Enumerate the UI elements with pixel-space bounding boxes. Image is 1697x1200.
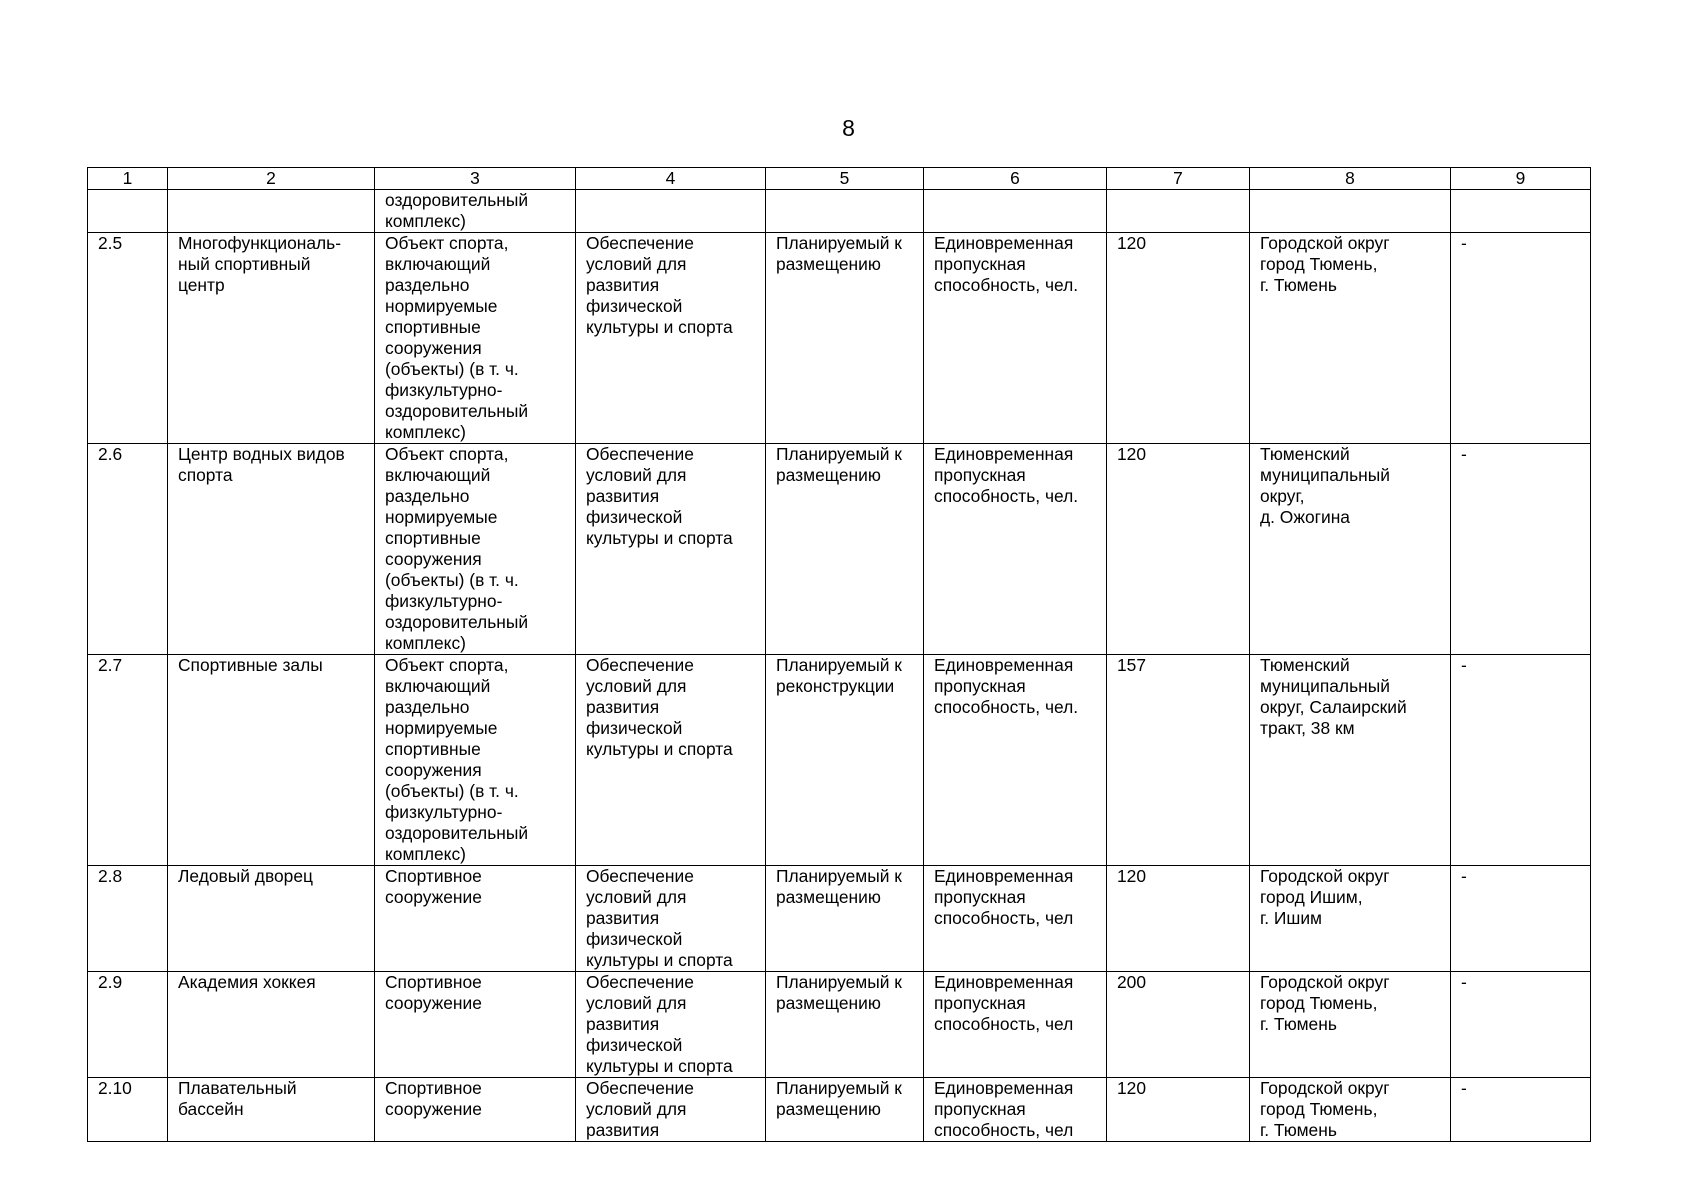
cell-characteristic — [924, 866, 1107, 972]
cell-characteristic — [924, 1078, 1107, 1142]
cell-purpose — [576, 866, 766, 972]
cell-characteristic — [924, 444, 1107, 655]
cell-text: Объект спорта, включающий раздельно нормируемые спортивные сооружения (объекты) (в т. ч. физкультурно- оздоровительный комплекс) — [385, 444, 529, 653]
cell-characteristic — [924, 233, 1107, 444]
cell-status — [766, 444, 924, 655]
cell-location — [1250, 655, 1451, 866]
cell-text: 2.10 — [98, 1078, 132, 1098]
column-header: 1 — [88, 168, 168, 190]
table-row — [88, 190, 1591, 233]
column-header: 2 — [168, 168, 375, 190]
cell-characteristic — [924, 190, 1107, 233]
cell-name — [168, 233, 375, 444]
cell-status — [766, 1078, 924, 1142]
cell-text: Планируемый к размещению — [776, 866, 902, 907]
cell-text: Планируемый к размещению — [776, 233, 902, 274]
cell-text: Городской округ город Тюмень, г. Тюмень — [1260, 1078, 1390, 1140]
cell-name — [168, 444, 375, 655]
cell-text: 2.7 — [98, 655, 123, 675]
cell-text: 2.6 — [98, 444, 123, 464]
cell-value — [1107, 655, 1250, 866]
cell-status — [766, 972, 924, 1078]
header-row — [88, 168, 1591, 190]
cell-text: 120 — [1117, 1078, 1147, 1098]
cell-location — [1250, 190, 1451, 233]
cell-zone — [1451, 972, 1591, 1078]
cell-zone — [1451, 866, 1591, 972]
cell-text: Спортивное сооружение — [385, 1078, 482, 1119]
cell-text: 2.5 — [98, 233, 123, 253]
cell-text: Спортивное сооружение — [385, 972, 482, 1013]
table-row — [88, 1078, 1591, 1142]
cell-text: Единовременная пропускная способность, чел — [934, 866, 1074, 928]
cell-purpose — [576, 190, 766, 233]
cell-text: 120 — [1117, 233, 1147, 253]
cell-text: 2.9 — [98, 972, 123, 992]
cell-text: Объект спорта, включающий раздельно нормируемые спортивные сооружения (объекты) (в т. ч. физкультурно- оздоровительный комплекс) — [385, 655, 529, 864]
cell-number — [88, 655, 168, 866]
table-row — [88, 655, 1591, 866]
cell-zone — [1451, 655, 1591, 866]
cell-text: Обеспечение условий для развития физической культуры и спорта — [586, 972, 733, 1076]
cell-text: Обеспечение условий для развития физической культуры и спорта — [586, 444, 733, 548]
cell-location — [1250, 233, 1451, 444]
cell-status — [766, 655, 924, 866]
cell-text: Единовременная пропускная способность, чел. — [934, 444, 1079, 506]
cell-text: Обеспечение условий для развития — [586, 1078, 694, 1140]
column-header: 6 — [924, 168, 1107, 190]
cell-name — [168, 1078, 375, 1142]
table-row — [88, 233, 1591, 444]
cell-text: - — [1461, 444, 1467, 464]
cell-text: Спортивные залы — [178, 655, 323, 675]
cell-text: Плавательный бассейн — [178, 1078, 297, 1119]
cell-number — [88, 866, 168, 972]
cell-text: - — [1461, 972, 1467, 992]
cell-text: Обеспечение условий для развития физической культуры и спорта — [586, 866, 733, 970]
cell-text: Городской округ город Ишим, г. Ишим — [1260, 866, 1390, 928]
cell-text: 157 — [1117, 655, 1147, 675]
page-number: 8 — [842, 115, 855, 141]
cell-number — [88, 444, 168, 655]
cell-number — [88, 233, 168, 444]
cell-location — [1250, 972, 1451, 1078]
cell-number — [88, 190, 168, 233]
cell-location — [1250, 866, 1451, 972]
cell-value — [1107, 233, 1250, 444]
cell-text: - — [1461, 655, 1467, 675]
cell-name — [168, 655, 375, 866]
cell-text: Городской округ город Тюмень, г. Тюмень — [1260, 233, 1390, 295]
cell-text: - — [1461, 233, 1467, 253]
cell-text: Спортивное сооружение — [385, 866, 482, 907]
cell-text: Обеспечение условий для развития физической культуры и спорта — [586, 233, 733, 337]
cell-text: Единовременная пропускная способность, чел — [934, 1078, 1074, 1140]
cell-text: оздоровительный комплекс) — [385, 190, 529, 231]
cell-text: Тюменский муниципальный округ, д. Ожогина — [1260, 444, 1390, 527]
cell-value — [1107, 866, 1250, 972]
table-row — [88, 972, 1591, 1078]
cell-text: - — [1461, 1078, 1467, 1098]
cell-type — [375, 233, 576, 444]
cell-text: 2.8 — [98, 866, 123, 886]
column-header: 5 — [766, 168, 924, 190]
table-row — [88, 866, 1591, 972]
cell-type — [375, 866, 576, 972]
cell-type — [375, 1078, 576, 1142]
cell-type — [375, 444, 576, 655]
cell-type — [375, 972, 576, 1078]
cell-location — [1250, 444, 1451, 655]
cell-text: Академия хоккея — [178, 972, 316, 992]
cell-value — [1107, 190, 1250, 233]
cell-value — [1107, 972, 1250, 1078]
cell-name — [168, 866, 375, 972]
column-header: 8 — [1250, 168, 1451, 190]
cell-zone — [1451, 190, 1591, 233]
cell-status — [766, 190, 924, 233]
cell-zone — [1451, 444, 1591, 655]
cell-zone — [1451, 233, 1591, 444]
cell-text: Единовременная пропускная способность, чел. — [934, 655, 1079, 717]
column-header: 9 — [1451, 168, 1591, 190]
cell-text: 120 — [1117, 866, 1147, 886]
cell-purpose — [576, 655, 766, 866]
cell-status — [766, 866, 924, 972]
column-header: 7 — [1107, 168, 1250, 190]
cell-purpose — [576, 233, 766, 444]
cell-name — [168, 190, 375, 233]
table-row — [88, 444, 1591, 655]
cell-type — [375, 655, 576, 866]
cell-text: 200 — [1117, 972, 1147, 992]
cell-number — [88, 972, 168, 1078]
cell-purpose — [576, 444, 766, 655]
cell-text: Планируемый к размещению — [776, 444, 902, 485]
cell-text: Объект спорта, включающий раздельно нормируемые спортивные сооружения (объекты) (в т. ч. физкультурно- оздоровительный комплекс) — [385, 233, 529, 442]
cell-text: Городской округ город Тюмень, г. Тюмень — [1260, 972, 1390, 1034]
cell-text: Единовременная пропускная способность, чел. — [934, 233, 1079, 295]
cell-characteristic — [924, 972, 1107, 1078]
cell-purpose — [576, 1078, 766, 1142]
cell-location — [1250, 1078, 1451, 1142]
cell-text: Обеспечение условий для развития физической культуры и спорта — [586, 655, 733, 759]
cell-text: - — [1461, 866, 1467, 886]
cell-purpose — [576, 972, 766, 1078]
cell-text: Многофункциональ- ный спортивный центр — [178, 233, 342, 295]
cell-zone — [1451, 1078, 1591, 1142]
cell-number — [88, 1078, 168, 1142]
cell-text: Единовременная пропускная способность, чел — [934, 972, 1074, 1034]
cell-text: 120 — [1117, 444, 1147, 464]
cell-text: Ледовый дворец — [178, 866, 313, 886]
column-header: 4 — [576, 168, 766, 190]
cell-text: Планируемый к реконструкции — [776, 655, 902, 696]
objects-table — [87, 167, 1591, 1142]
column-header: 3 — [375, 168, 576, 190]
cell-value — [1107, 444, 1250, 655]
cell-type — [375, 190, 576, 233]
cell-name — [168, 972, 375, 1078]
cell-characteristic — [924, 655, 1107, 866]
cell-text: Планируемый к размещению — [776, 972, 902, 1013]
cell-status — [766, 233, 924, 444]
cell-text: Планируемый к размещению — [776, 1078, 902, 1119]
cell-value — [1107, 1078, 1250, 1142]
cell-text: Центр водных видов спорта — [178, 444, 345, 485]
cell-text: Тюменский муниципальный округ, Салаирский тракт, 38 км — [1260, 655, 1407, 738]
